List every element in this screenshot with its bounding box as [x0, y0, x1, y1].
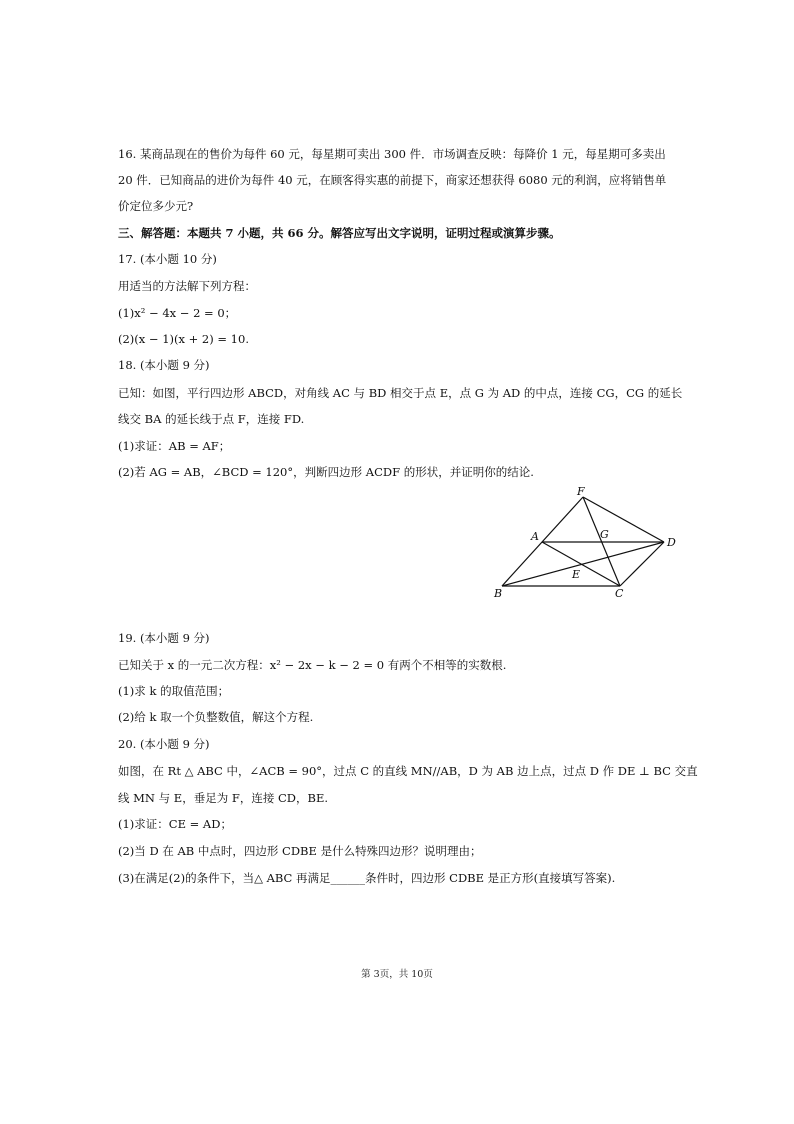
section-3-heading: 三、解答题：本题共 7 小题，共 66 分。解答应写出文字说明，证明过程或演算步骤。: [118, 226, 561, 240]
q17-intro: 用适当的方法解下列方程：: [118, 279, 256, 293]
q17-part-2: (2)(x − 1)(x + 2) = 10.: [118, 332, 249, 346]
q18-header: 18. (本小题 9 分): [118, 358, 210, 372]
segment-FD: [583, 497, 664, 542]
q18-part-1: (1)求证：AB = AF；: [118, 439, 231, 453]
q20-part-3: (3)在满足(2)的条件下，当△ ABC 再满足______条件时，四边形 CDBE 是正方形(直接填写答案).: [118, 871, 616, 885]
q20-line-1: 如图，在 Rt △ ABC 中，∠ACB = 90°，过点 C 的直线 MN//AB，D 为 AB 边上点，过点 D 作 DE ⊥ BC 交直: [118, 764, 698, 778]
label-B: B: [494, 587, 503, 600]
q17-header: 17. (本小题 10 分): [118, 252, 217, 266]
label-E: E: [572, 568, 581, 581]
label-D: D: [667, 536, 676, 549]
q20-part-2: (2)当 D 在 AB 中点时，四边形 CDBE 是什么特殊四边形？说明理由；: [118, 844, 482, 858]
label-G: G: [600, 528, 609, 541]
q16-line-2: 20 件．已知商品的进价为每件 40 元，在顾客得实惠的前提下，商家还想获得 6080 元的利润，应将销售单: [118, 173, 667, 187]
q20-line-2: 线 MN 与 E，垂足为 F，连接 CD，BE.: [118, 791, 329, 805]
q19-part-2: (2)给 k 取一个负整数值，解这个方程.: [118, 710, 314, 724]
q16-line-1: 16. 某商品现在的售价为每件 60 元，每星期可卖出 300 件．市场调查反映：每降价 1 元，每星期可多卖出: [118, 147, 666, 161]
page-footer: 第 3页，共 10页: [361, 969, 433, 980]
q18-line-1: 已知：如图，平行四边形 ABCD，对角线 AC 与 BD 相交于点 E，点 G 为 AD 的中点，连接 CG，CG 的延长: [118, 386, 683, 400]
q17-part-1: (1)x² − 4x − 2 = 0；: [118, 306, 237, 320]
q19-part-1: (1)求 k 的取值范围；: [118, 684, 230, 698]
label-A: A: [531, 530, 539, 543]
segment-CD: [620, 542, 664, 586]
q18-line-2: 线交 BA 的延长线于点 F，连接 FD.: [118, 412, 305, 426]
segment-BD: [502, 542, 664, 586]
q20-part-1: (1)求证：CE = AD；: [118, 817, 232, 831]
label-F: F: [577, 485, 585, 498]
parallelogram-figure: [490, 484, 690, 604]
q20-header: 20. (本小题 9 分): [118, 737, 210, 751]
q16-line-3: 价定位多少元?: [118, 199, 194, 213]
q18-part-2: (2)若 AG = AB，∠BCD = 120°，判断四边形 ACDF 的形状，并证明你的结论.: [118, 465, 534, 479]
q19-header: 19. (本小题 9 分): [118, 631, 210, 645]
q19-line-1: 已知关于 x 的一元二次方程：x² − 2x − k − 2 = 0 有两个不相等的实数根.: [118, 658, 507, 672]
label-C: C: [615, 587, 624, 600]
